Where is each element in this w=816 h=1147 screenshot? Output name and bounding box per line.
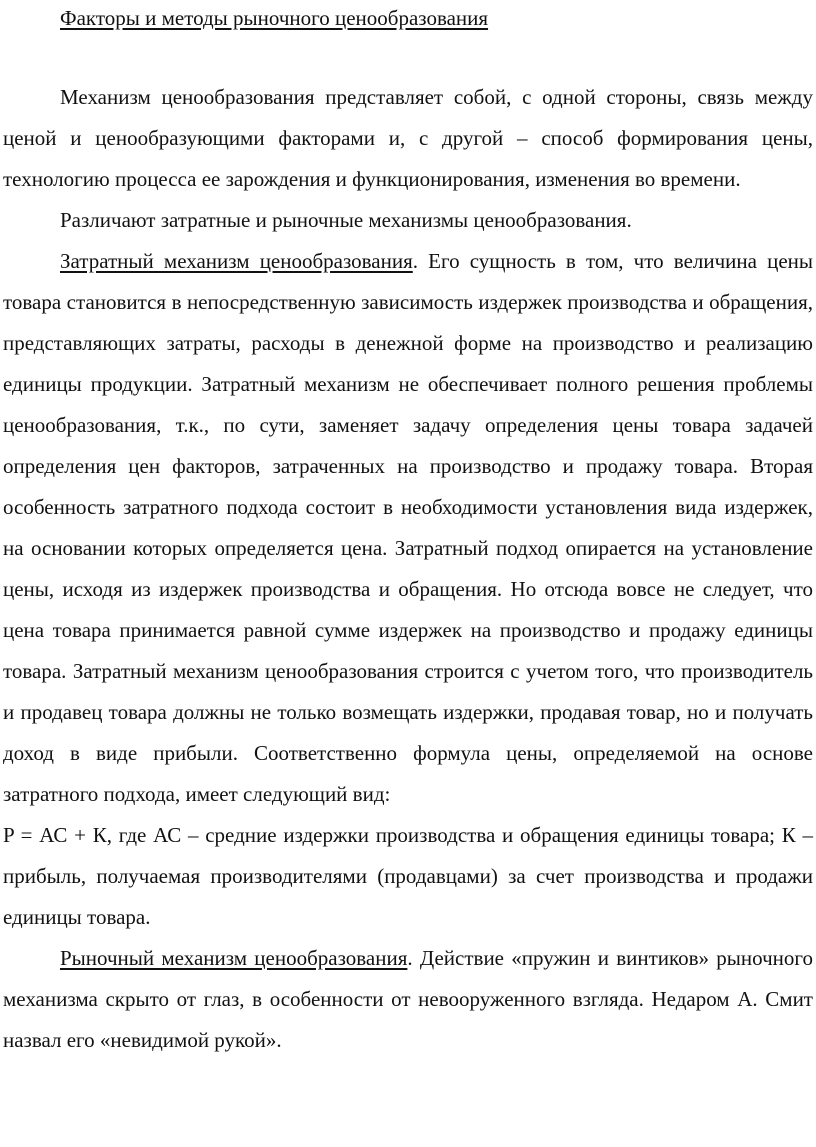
- paragraph-mechanism-types: Различают затратные и рыночные механизмы ценообразования.: [60, 208, 632, 232]
- paragraph-mechanism-definition: Механизм ценообразования представляет собой, с одной стороны, связь между ценой и ценообразующими факторами и, с другой – способ формирования цены, технологию процесса ее зарождения и функционирования, изменения во времени.: [3, 85, 813, 191]
- cost-mechanism-text: . Его сущность в том, что величина цены товара становится в непосредственную зависимость издержек производства и обращения, представляющих затраты, расходы в денежной форме на производство и реализацию единицы продукции. Затратный механизм не обеспечивает полного решения проблемы ценообразования, т.к., по сути, заменяет задачу определения цены товара задачей определения цен факторов, затраченных на производство и продажу товара. Вторая особенность затратного подхода состоит в необходимости установления вида издержек, на основании которых определяется цена. Затратный подход опирается на установление цены, исходя из издержек производства и обращения. Но отсюда вовсе не следует, что цена товара принимается равной сумме издержек на производство и продажу единицы товара. Затратный механизм ценообразования строится с учетом того, что производитель и продавец товара должны не только возмещать издержки, продавая товар, но и получать доход в виде прибыли. Соответственно формула цены, определяемой на основе затратного подхода, имеет следующий вид:: [3, 249, 814, 806]
- paragraph-price-formula: P = АС + К, где АС – средние издержки производства и обращения единицы товара; К – прибыль, получаемая производителями (продавцами) за счет производства и продажи единицы товара.: [3, 823, 813, 929]
- paragraph-market-mechanism: [3, 938, 813, 1061]
- market-mechanism-text: . Действие «пружин и винтиков» рыночного механизма скрыто от глаз, в особенности от невооруженного взгляда. Недаром А. Смит назвал его «невидимой рукой».: [3, 946, 814, 1052]
- document-body: [3, 77, 813, 1061]
- paragraph-cost-mechanism: [3, 241, 813, 815]
- document-title: Факторы и методы рыночного ценообразования: [60, 6, 489, 30]
- market-mechanism-heading: Рыночный механизм ценообразования: [60, 946, 408, 970]
- cost-mechanism-heading: Затратный механизм ценообразования: [60, 249, 413, 273]
